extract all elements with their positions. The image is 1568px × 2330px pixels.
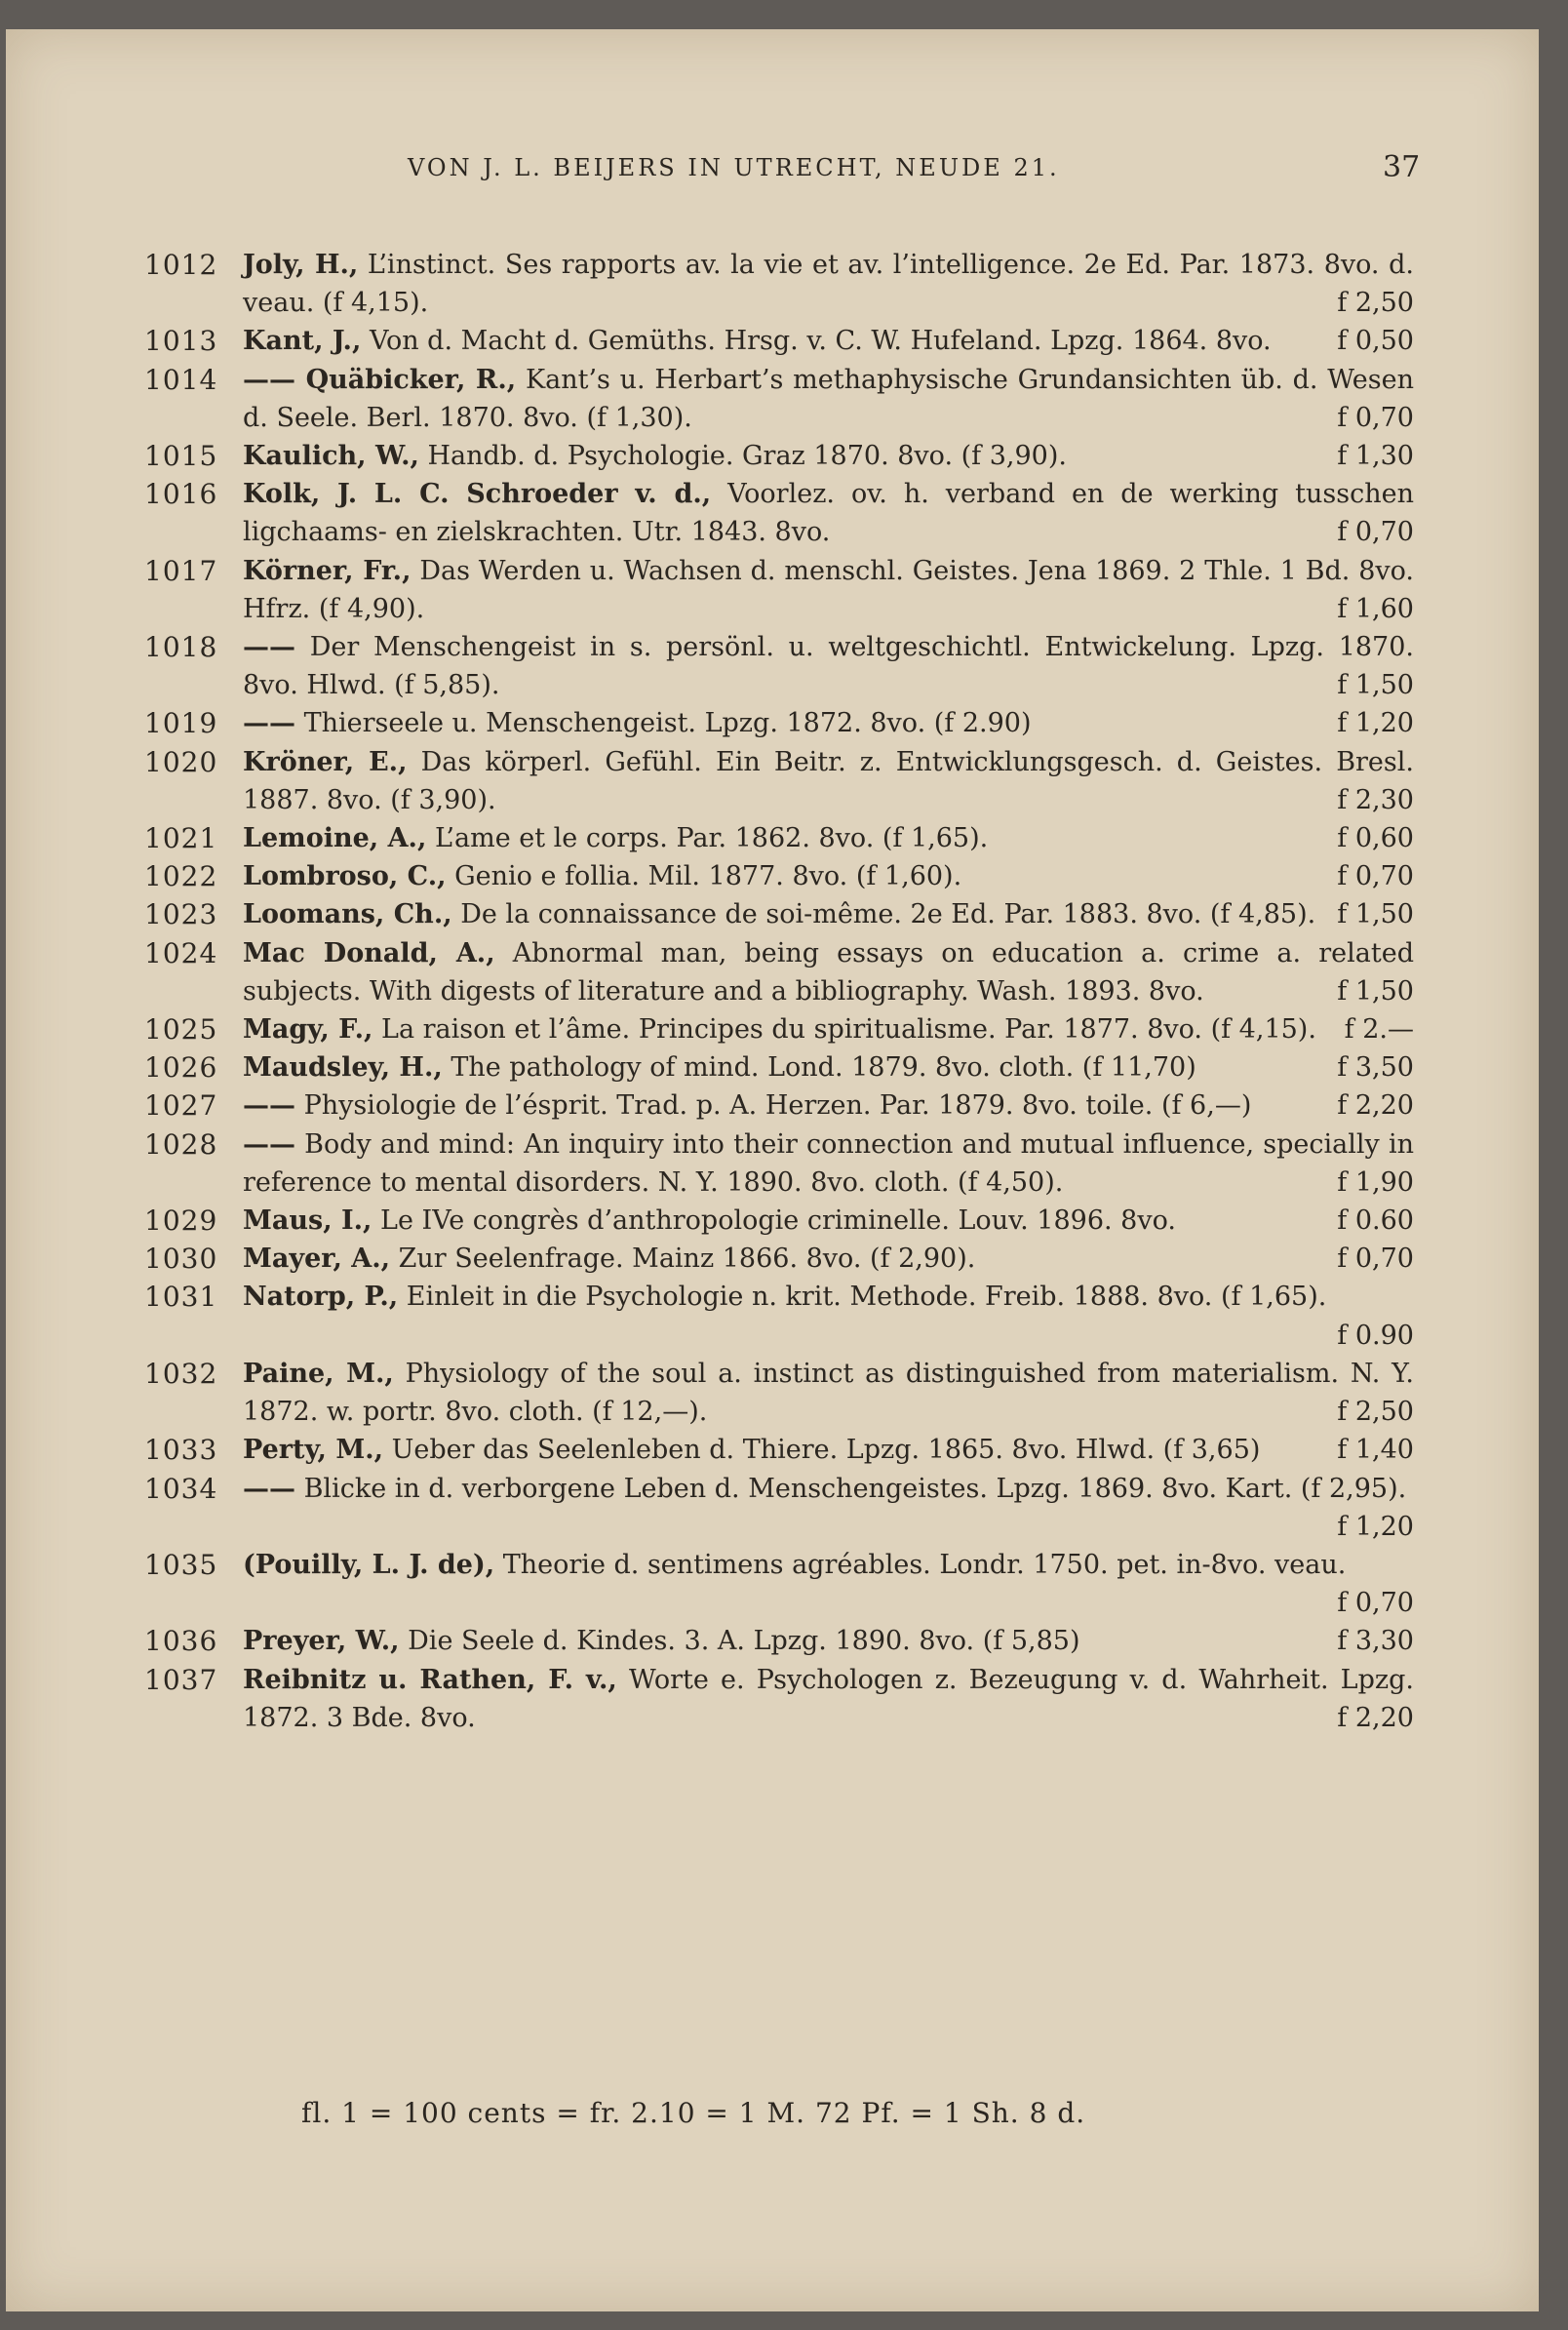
catalog-entry <box>144 1126 1414 1202</box>
entry-author: —— <box>243 708 295 739</box>
entry-description: La raison et l’âme. Principes du spiritualisme. Par. 1877. 8vo. (f 4,15). <box>381 1014 1316 1046</box>
entry-number: 1028 <box>144 1127 218 1161</box>
entry-description: Zur Seelenfrage. Mainz 1866. 8vo. (f 2,90). <box>398 1244 976 1275</box>
entry-author: —— <box>243 1090 295 1122</box>
entry-description: Voorlez. ov. h. verband en de werking tusschen ligchaams- en zielskrachten. Utr. 1843. 8vo. <box>243 479 1414 548</box>
entry-number: 1025 <box>144 1013 218 1047</box>
entry-number: 1032 <box>144 1357 218 1390</box>
entry-price: f 2,20 <box>1337 1090 1414 1122</box>
entry-description: Theorie d. sentimens agréables. Londr. 1750. pet. in-8vo. veau. <box>502 1549 1347 1580</box>
entry-price: f 0,70 <box>1337 1244 1414 1275</box>
entry-description: Physiologie de l’ésprit. Trad. p. A. Herzen. Par. 1879. 8vo. toile. (f 6,—) <box>303 1090 1252 1122</box>
entry-author: Körner, Fr., <box>243 555 412 586</box>
entry-price: f 0,50 <box>1337 326 1414 357</box>
entry-price: f 0,70 <box>1337 861 1414 892</box>
entry-body <box>243 246 1414 322</box>
catalog-entry <box>144 437 1414 475</box>
entry-author: Maudsley, H., <box>243 1052 443 1084</box>
entry-body <box>243 1240 1414 1278</box>
entry-body <box>243 322 1414 360</box>
entry-price: f 0.90 <box>1337 1320 1414 1351</box>
entry-price: f 1,90 <box>1337 1166 1414 1198</box>
entry-author: Maus, I., <box>243 1205 372 1237</box>
entry-body <box>243 1126 1414 1202</box>
entry-description: The pathology of mind. Lond. 1879. 8vo. cloth. (f 11,70) <box>451 1052 1196 1084</box>
entry-price: f 1,50 <box>1337 975 1414 1007</box>
entry-author: Lemoine, A., <box>243 823 427 854</box>
entry-description: L’instinct. Ses rapports av. la vie et av. l’intelligence. 2e Ed. Par. 1873. 8vo. d. veau. (f 4,15). <box>243 250 1414 319</box>
entry-body <box>243 704 1414 742</box>
entry-body <box>243 628 1414 704</box>
entry-author: Lombroso, C., <box>243 861 447 892</box>
entry-author: Kant, J., <box>243 326 362 357</box>
entry-description: Das Werden u. Wachsen d. menschl. Geistes. Jena 1869. 2 Thle. 1 Bd. 8vo. Hfrz. (f 4,90). <box>243 555 1415 624</box>
catalog-entry <box>144 1048 1414 1086</box>
entry-author: (Pouilly, L. J. de), <box>243 1549 495 1580</box>
entry-description: Das körperl. Gefühl. Ein Beitr. z. Entwicklungsgesch. d. Geistes. Bresl. 1887. 8vo. (f 3,90). <box>243 746 1414 815</box>
catalog-entry <box>144 895 1414 933</box>
entry-price: f 1,30 <box>1337 441 1414 472</box>
entry-price: f 1,50 <box>1337 899 1414 930</box>
entry-description: Body and mind: An inquiry into their connection and mutual influence, specially in reference to mental disorders. N. Y. 1890. 8vo. cloth. (f 4,50). <box>243 1128 1414 1198</box>
entry-description: Einleit in die Psychologie n. krit. Methode. Freib. 1888. 8vo. (f 1,65). <box>406 1282 1327 1313</box>
catalog-entry <box>144 743 1414 819</box>
entry-number: 1012 <box>144 249 218 281</box>
catalog-entry <box>144 1086 1414 1125</box>
entry-body <box>243 934 1414 1010</box>
catalog-entry <box>144 322 1414 360</box>
entry-price: f 2.— <box>1344 1014 1414 1046</box>
entry-number: 1031 <box>144 1281 218 1314</box>
catalog-entry <box>144 934 1414 1010</box>
entry-body <box>243 1470 1414 1546</box>
entry-author: —— <box>243 1473 295 1504</box>
entry-price: f 2,20 <box>1337 1702 1414 1733</box>
entry-author: Kröner, E., <box>243 746 408 777</box>
entry-author: Joly, H., <box>243 250 359 280</box>
entry-price: f 2,50 <box>1337 1397 1414 1428</box>
entry-body <box>243 743 1414 819</box>
entry-body <box>243 819 1414 857</box>
entry-number: 1026 <box>144 1051 218 1085</box>
catalog-entry <box>144 857 1414 895</box>
entry-price: f 0,70 <box>1337 1588 1414 1619</box>
entry-description: Von d. Macht d. Gemüths. Hrsg. v. C. W. Hufeland. Lpzg. 1864. 8vo. <box>369 326 1272 357</box>
entry-description: Thierseele u. Menschengeist. Lpzg. 1872. 8vo. (f 2.90) <box>303 708 1032 739</box>
catalog-entries <box>144 246 1414 1737</box>
catalog-entry <box>144 1470 1414 1546</box>
catalog-entry <box>144 1546 1414 1622</box>
entry-body <box>243 1622 1414 1660</box>
entry-number: 1020 <box>144 745 218 778</box>
entry-author: Reibnitz u. Rathen, F. v., <box>243 1664 617 1695</box>
entry-author: Mayer, A., <box>243 1244 391 1275</box>
entry-author: Magy, F., <box>243 1014 373 1046</box>
entry-price: f 1,60 <box>1337 593 1414 624</box>
entry-price: f 2,30 <box>1337 784 1414 815</box>
entry-body <box>243 475 1414 551</box>
entry-author: Paine, M., <box>243 1358 394 1389</box>
entry-number: 1034 <box>144 1472 218 1505</box>
entry-description: Handb. d. Psychologie. Graz 1870. 8vo. (f 3,90). <box>427 441 1067 472</box>
entry-author: Kaulich, W., <box>243 441 419 472</box>
entry-price: f 3,30 <box>1337 1626 1414 1657</box>
entry-number: 1030 <box>144 1243 218 1276</box>
entry-body <box>243 1202 1414 1240</box>
entry-body <box>243 1355 1414 1431</box>
entry-number: 1013 <box>144 325 218 358</box>
entry-description: Abnormal man, being essays on education a. crime a. related subjects. With digests of literature and a bibliography. Wash. 1893. 8vo. <box>243 937 1414 1007</box>
entry-description: Physiology of the soul a. instinct as distinguished from materialism. N. Y. 1872. w. portr. 8vo. cloth. (f 12,—). <box>243 1358 1414 1428</box>
page-number: 37 <box>1383 150 1421 184</box>
entry-author: —— Quäbicker, R., <box>243 364 517 395</box>
entry-number: 1027 <box>144 1089 218 1123</box>
catalog-entry <box>144 1010 1414 1048</box>
entry-description: Die Seele d. Kindes. 3. A. Lpzg. 1890. 8vo. (f 5,85) <box>408 1626 1080 1657</box>
entry-author: Kolk, J. L. C. Schroeder v. d., <box>243 479 712 510</box>
entry-author: Loomans, Ch., <box>243 899 452 930</box>
entry-price: f 1,20 <box>1337 708 1414 739</box>
entry-number: 1018 <box>144 631 218 664</box>
catalog-entry <box>144 552 1414 628</box>
entry-number: 1036 <box>144 1625 218 1658</box>
entry-description: De la connaissance de soi-même. 2e Ed. Par. 1883. 8vo. (f 4,85). <box>460 899 1316 930</box>
entry-author: —— <box>243 1128 295 1160</box>
entry-body <box>243 1661 1414 1737</box>
entry-description: Genio e follia. Mil. 1877. 8vo. (f 1,60). <box>454 861 962 892</box>
entry-price: f 0.60 <box>1337 1205 1414 1237</box>
entry-price: f 2,50 <box>1337 288 1414 319</box>
running-title: VON J. L. BEIJERS IN UTRECHT, NEUDE 21. <box>408 154 1060 181</box>
entry-description: Der Menschengeist in s. persönl. u. weltgeschichtl. Entwickelung. Lpzg. 1870. 8vo. Hlwd. (f 5,85). <box>243 632 1414 701</box>
entry-price: f 0,70 <box>1337 517 1414 548</box>
entry-price: f 0,70 <box>1337 402 1414 433</box>
entry-price: f 1,40 <box>1337 1435 1414 1466</box>
entry-body <box>243 1048 1414 1086</box>
entry-body <box>243 437 1414 475</box>
catalog-entry <box>144 475 1414 551</box>
entry-number: 1017 <box>144 554 218 587</box>
catalog-entry <box>144 704 1414 742</box>
entry-author: Preyer, W., <box>243 1626 400 1657</box>
entry-body <box>243 1010 1414 1048</box>
entry-number: 1016 <box>144 478 218 511</box>
entry-author: Mac Donald, A., <box>243 937 495 968</box>
entry-price: f 0,60 <box>1337 823 1414 854</box>
entry-number: 1037 <box>144 1663 218 1696</box>
entry-description: Kant’s u. Herbart’s methaphysische Grundansichten üb. d. Wesen d. Seele. Berl. 1870. 8vo. (f 1,30). <box>243 364 1414 433</box>
entry-number: 1019 <box>144 707 218 740</box>
catalog-entry <box>144 361 1414 437</box>
entry-number: 1024 <box>144 936 218 969</box>
catalog-entry <box>144 628 1414 704</box>
entry-number: 1035 <box>144 1548 218 1581</box>
entry-body <box>243 1086 1414 1125</box>
entry-description: Blicke in d. verborgene Leben d. Menschengeistes. Lpzg. 1869. 8vo. Kart. (f 2,95). <box>303 1473 1407 1504</box>
entry-description: Ueber das Seelenleben d. Thiere. Lpzg. 1865. 8vo. Hlwd. (f 3,65) <box>391 1435 1261 1466</box>
entry-body <box>243 857 1414 895</box>
currency-footer: fl. 1 = 100 cents = fr. 2.10 = 1 M. 72 Pf. = 1 Sh. 8 d. <box>301 2097 1086 2129</box>
catalog-entry <box>144 1278 1414 1354</box>
entry-description: Worte e. Psychologen z. Bezeugung v. d. Wahrheit. Lpzg. 1872. 3 Bde. 8vo. <box>243 1664 1414 1733</box>
catalog-entry <box>144 1202 1414 1240</box>
catalog-entry <box>144 819 1414 857</box>
entry-author: —— <box>243 632 295 663</box>
entry-number: 1023 <box>144 898 218 931</box>
entry-description: Le IVe congrès d’anthropologie criminelle. Louv. 1896. 8vo. <box>380 1205 1176 1237</box>
entry-body <box>243 361 1414 437</box>
entry-body <box>243 895 1414 933</box>
entry-number: 1014 <box>144 363 218 396</box>
catalog-page <box>6 29 1539 2311</box>
catalog-entry <box>144 1240 1414 1278</box>
catalog-entry <box>144 1431 1414 1469</box>
catalog-entry <box>144 246 1414 322</box>
entry-body <box>243 1278 1414 1354</box>
catalog-entry <box>144 1622 1414 1660</box>
entry-number: 1033 <box>144 1434 218 1467</box>
catalog-entry <box>144 1661 1414 1737</box>
entry-description: L’ame et le corps. Par. 1862. 8vo. (f 1,65). <box>434 823 989 854</box>
entry-price: f 1,50 <box>1337 670 1414 701</box>
entry-number: 1022 <box>144 860 218 893</box>
page-header <box>6 144 1539 203</box>
entry-price: f 1,20 <box>1337 1511 1414 1542</box>
catalog-entry <box>144 1355 1414 1431</box>
entry-number: 1021 <box>144 822 218 855</box>
entry-body <box>243 552 1414 628</box>
entry-body <box>243 1431 1414 1469</box>
entry-price: f 3,50 <box>1337 1052 1414 1084</box>
entry-number: 1029 <box>144 1204 218 1238</box>
entry-author: Perty, M., <box>243 1435 384 1466</box>
entry-number: 1015 <box>144 440 218 473</box>
entry-author: Natorp, P., <box>243 1282 399 1313</box>
entry-body <box>243 1546 1414 1622</box>
